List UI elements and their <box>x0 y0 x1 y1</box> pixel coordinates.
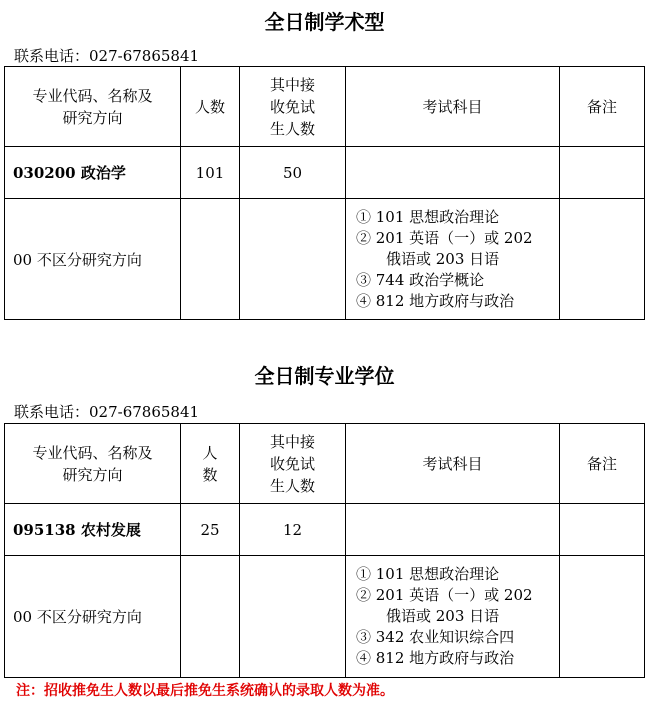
enrollment-count: 25 <box>181 504 240 556</box>
remarks-empty <box>560 504 645 556</box>
header-subjects: 考试科目 <box>346 424 560 504</box>
section1-contact: 联系电话：027-67865841 <box>14 47 200 65</box>
header-row <box>5 424 645 504</box>
enrollment-count: 101 <box>181 147 240 199</box>
subject-item: ② 201 英语（一）或 202 <box>356 586 533 604</box>
subject-item: ① 101 思想政治理论 <box>356 565 500 583</box>
header-row <box>5 67 645 147</box>
subject-item: ④ 812 地方政府与政治 <box>356 291 515 310</box>
remarks-empty <box>560 199 645 320</box>
header-remarks: 备注 <box>560 67 645 147</box>
count-empty <box>181 556 240 678</box>
research-direction: 00 不区分研究方向 <box>5 199 181 320</box>
research-direction: 00 不区分研究方向 <box>5 556 181 678</box>
direction-row <box>5 199 645 320</box>
major-row <box>5 147 645 199</box>
remarks-empty <box>560 147 645 199</box>
header-major: 专业代码、名称及 研究方向 <box>5 424 181 504</box>
header-major: 专业代码、名称及 研究方向 <box>5 67 181 147</box>
subject-item: ③ 744 政治学概论 <box>356 270 485 289</box>
major-row <box>5 504 645 556</box>
major-code-name: 095138 农村发展 <box>5 504 181 556</box>
exempt-empty <box>240 199 346 320</box>
exempt-empty <box>240 556 346 678</box>
header-exempt: 其中接 收免试 生人数 <box>240 424 346 504</box>
section1-table <box>4 66 645 320</box>
major-code-name: 030200 政治学 <box>5 147 181 199</box>
exam-subjects <box>346 556 560 678</box>
section2-table <box>4 423 645 678</box>
subject-item: ③ 342 农业知识综合四 <box>356 628 515 646</box>
count-empty <box>181 199 240 320</box>
header-subjects: 考试科目 <box>346 67 560 147</box>
exam-subjects <box>346 199 560 320</box>
section1-title: 全日制学术型 <box>264 10 385 34</box>
subject-item-continuation: 俄语或 203 日语 <box>386 249 500 268</box>
subject-item-continuation: 俄语或 203 日语 <box>386 607 500 625</box>
exempt-count: 12 <box>240 504 346 556</box>
direction-row <box>5 556 645 678</box>
subjects-empty <box>346 504 560 556</box>
header-exempt: 其中接 收免试 生人数 <box>240 67 346 147</box>
subject-item: ④ 812 地方政府与政治 <box>356 649 515 667</box>
exempt-count: 50 <box>240 147 346 199</box>
footnote: 注：招收推免生人数以最后推免生系统确认的录取人数为准。 <box>16 683 394 699</box>
header-count: 人 数 <box>181 424 240 504</box>
subject-item: ② 201 英语（一）或 202 <box>356 228 533 247</box>
header-count: 人数 <box>181 67 240 147</box>
subjects-empty <box>346 147 560 199</box>
section2-title: 全日制专业学位 <box>254 364 395 388</box>
remarks-empty <box>560 556 645 678</box>
section2-contact: 联系电话：027-67865841 <box>14 403 200 421</box>
header-remarks: 备注 <box>560 424 645 504</box>
subject-item: ① 101 思想政治理论 <box>356 207 500 226</box>
